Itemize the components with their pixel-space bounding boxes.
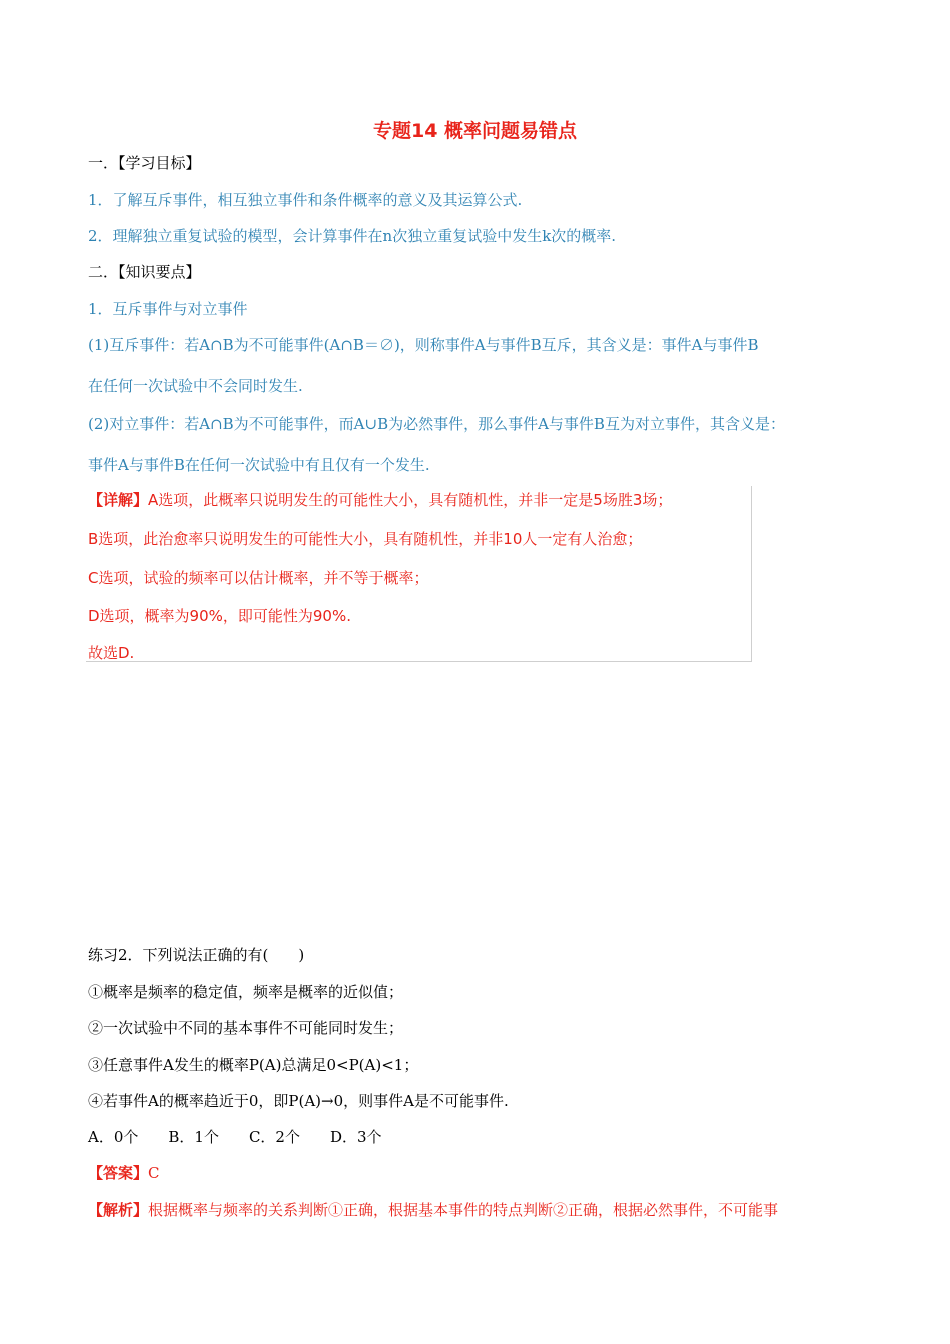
objective-item-2: 2．理解独立重复试验的模型，会计算事件在n次独立重复试验中发生k次的概率. — [88, 227, 617, 245]
answer-line — [88, 1163, 160, 1183]
detail-line-3: C选项，试验的频率可以估计概率，并不等于概率； — [88, 569, 429, 587]
analysis-line — [88, 1200, 778, 1220]
mutual-exclusive-definition-line2: 在任何一次试验中不会同时发生. — [88, 377, 303, 395]
page-title: 专题14 概率问题易错点 — [372, 120, 578, 142]
detail-line-4: D选项，概率为90%，即可能性为90%. — [88, 607, 351, 625]
mutual-exclusive-definition-line1: (1)互斥事件：若A∩B为不可能事件(A∩B＝∅)，则称事件A与事件B互斥，其含义是：事件A与事件B — [88, 336, 759, 354]
detail-line-2: B选项，此治愈率只说明发生的可能性大小，具有随机性，并非10人一定有人治愈； — [88, 530, 643, 548]
detail-line-5: 故选D. — [88, 644, 135, 662]
section2-heading: 二．【知识要点】 — [88, 263, 201, 281]
answer-value: C — [148, 1164, 160, 1182]
complementary-definition-line2: 事件A与事件B在任何一次试验中有且仅有一个发生. — [88, 456, 430, 474]
detail-tag: 【详解】 — [88, 491, 149, 509]
complementary-definition-line1: (2)对立事件：若A∩B为不可能事件，而A∪B为必然事件，那么事件A与事件B互为对立事件，其含义是： — [88, 415, 785, 433]
exercise-question: 练习2．下列说法正确的有( ) — [88, 946, 305, 964]
exercise-statement-2: ②一次试验中不同的基本事件不可能同时发生； — [88, 1019, 404, 1037]
exercise-statement-1: ①概率是频率的稳定值，频率是概率的近似值； — [88, 983, 404, 1001]
detail-line-1 — [88, 490, 672, 510]
answer-tag: 【答案】 — [88, 1164, 149, 1182]
analysis-tag: 【解析】 — [88, 1201, 149, 1219]
exercise-statement-3: ③任意事件A发生的概率P(A)总满足0<P(A)<1； — [88, 1056, 419, 1074]
section1-heading: 一．【学习目标】 — [88, 154, 201, 172]
detail-line-1-text: A选项，此概率只说明发生的可能性大小，具有随机性，并非一定是5场胜3场； — [148, 491, 673, 509]
subheading-mutual-exclusive: 1．互斥事件与对立事件 — [88, 300, 248, 318]
exercise-options: A．0个 B．1个 C．2个 D．3个 — [88, 1128, 382, 1146]
objective-item-1: 1．了解互斥事件，相互独立事件和条件概率的意义及其运算公式. — [88, 191, 523, 209]
detail-explanation-box — [86, 486, 752, 662]
exercise-statement-4: ④若事件A的概率趋近于0，即P(A)→0，则事件A是不可能事件. — [88, 1092, 509, 1110]
analysis-text: 根据概率与频率的关系判断①正确，根据基本事件的特点判断②正确，根据必然事件，不可能事 — [148, 1201, 779, 1219]
